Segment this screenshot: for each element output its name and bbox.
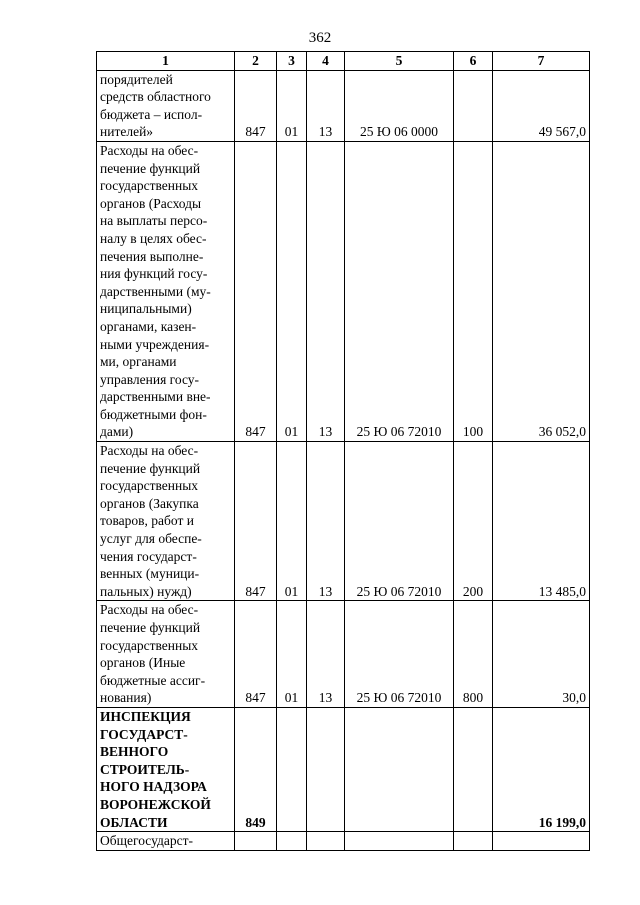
row-name-line: бюджета – испол- (100, 106, 203, 122)
header-col-7: 7 (493, 52, 590, 71)
subsection-code-cell: 13 (307, 70, 345, 141)
target-article-cell: 25 Ю 06 72010 (345, 141, 454, 441)
row-name-line: органами, казен- (100, 318, 197, 334)
table-row (97, 70, 590, 141)
row-name-cell (97, 832, 235, 851)
row-name-line: Расходы на обес- (100, 602, 199, 618)
section-code-cell: 01 (277, 442, 307, 601)
target-article-cell: 25 Ю 06 72010 (345, 601, 454, 708)
row-name-line: Расходы на обес- (100, 443, 199, 459)
expense-type-cell: 200 (454, 442, 493, 601)
budget-table (96, 51, 590, 851)
row-name-line: дарственными вне- (100, 389, 211, 405)
row-name-line: органов (Расходы (100, 195, 202, 211)
row-name-line: органов (Закупка (100, 495, 199, 511)
expense-type-cell: 800 (454, 601, 493, 708)
expense-type-cell (454, 70, 493, 141)
row-name-line: НОГО НАДЗОРА (100, 779, 207, 795)
header-col-1: 1 (97, 52, 235, 71)
page-number: 362 (308, 30, 332, 46)
table-row (97, 601, 590, 708)
row-name-line: ВЕННОГО (100, 744, 169, 760)
subsection-code-cell: 13 (307, 141, 345, 441)
row-name-line: пальных) нужд) (100, 583, 192, 599)
row-name-line: печения выполне- (100, 248, 204, 264)
row-name-cell (97, 70, 235, 141)
table-header-row (97, 52, 590, 71)
row-name-line: ВОРОНЕЖСКОЙ (100, 796, 211, 812)
section-code-cell: 01 (277, 141, 307, 441)
table-row (97, 832, 590, 851)
row-name-cell (97, 601, 235, 708)
section-code-cell (277, 832, 307, 851)
row-name-line: дарственными (му- (100, 283, 211, 299)
subsection-code-cell: 13 (307, 442, 345, 601)
row-name-line: органов (Иные (100, 655, 186, 671)
row-name-line: управления госу- (100, 371, 200, 387)
row-name-line: ГОСУДАРСТ- (100, 726, 188, 742)
row-name-line: ния функций госу- (100, 266, 208, 282)
row-name-line: нителей» (100, 124, 154, 140)
ministry-code-cell: 849 (235, 707, 277, 831)
row-name-line: ниципальными) (100, 301, 192, 317)
row-name-line: СТРОИТЕЛЬ- (100, 761, 190, 777)
row-name-line: на выплаты персо- (100, 213, 208, 229)
expense-type-cell (454, 707, 493, 831)
header-col-3: 3 (277, 52, 307, 71)
amount-cell: 16 199,0 (493, 707, 590, 831)
row-name-line: нования) (100, 690, 152, 706)
table-row (97, 442, 590, 601)
row-name-line: порядителей (100, 71, 173, 87)
target-article-cell (345, 832, 454, 851)
expense-type-cell (454, 832, 493, 851)
header-col-4: 4 (307, 52, 345, 71)
section-code-cell: 01 (277, 601, 307, 708)
amount-cell (493, 832, 590, 851)
subsection-code-cell: 13 (307, 601, 345, 708)
row-name-line: государственных (100, 478, 199, 494)
amount-cell: 36 052,0 (493, 141, 590, 441)
row-name-cell (97, 141, 235, 441)
section-code-cell (277, 707, 307, 831)
row-name-line: ОБЛАСТИ (100, 814, 168, 830)
row-name-cell (97, 442, 235, 601)
ministry-code-cell: 847 (235, 601, 277, 708)
ministry-code-cell: 847 (235, 70, 277, 141)
row-name-line: бюджетные ассиг- (100, 672, 206, 688)
row-name-line: ИНСПЕКЦИЯ (100, 708, 191, 724)
header-col-2: 2 (235, 52, 277, 71)
subsection-code-cell (307, 707, 345, 831)
row-name-line: бюджетными фон- (100, 406, 207, 422)
row-name-line: печение функций (100, 460, 201, 476)
table-row (97, 707, 590, 831)
row-name-line: государственных (100, 637, 199, 653)
row-name-cell (97, 707, 235, 831)
table-row (97, 141, 590, 441)
ministry-code-cell: 847 (235, 141, 277, 441)
row-name-line: налу в целях обес- (100, 230, 207, 246)
row-name-line: государственных (100, 178, 199, 194)
amount-cell: 13 485,0 (493, 442, 590, 601)
row-name-line: ми, органами (100, 354, 177, 370)
section-code-cell: 01 (277, 70, 307, 141)
ministry-code-cell: 847 (235, 442, 277, 601)
row-name-line: печение функций (100, 620, 201, 635)
row-name-line: товаров, работ и (100, 513, 194, 529)
target-article-cell (345, 707, 454, 831)
row-name-line: дами) (100, 424, 134, 440)
ministry-code-cell (235, 832, 277, 851)
row-name-line: венных (муници- (100, 566, 200, 582)
header-col-5: 5 (345, 52, 454, 71)
target-article-cell: 25 Ю 06 72010 (345, 442, 454, 601)
amount-cell: 49 567,0 (493, 70, 590, 141)
row-name-line: чения государст- (100, 548, 197, 564)
row-name-line: средств областного (100, 89, 211, 105)
row-name-line: Расходы на обес- (100, 142, 199, 158)
target-article-cell: 25 Ю 06 0000 (345, 70, 454, 141)
row-name-line: печение функций (100, 160, 201, 176)
subsection-code-cell (307, 832, 345, 851)
expense-type-cell: 100 (454, 141, 493, 441)
row-name-line: Общегосударст- (100, 833, 194, 849)
row-name-line: услуг для обеспе- (100, 531, 202, 547)
header-col-6: 6 (454, 52, 493, 71)
amount-cell: 30,0 (493, 601, 590, 708)
row-name-line: ными учреждения- (100, 336, 210, 352)
